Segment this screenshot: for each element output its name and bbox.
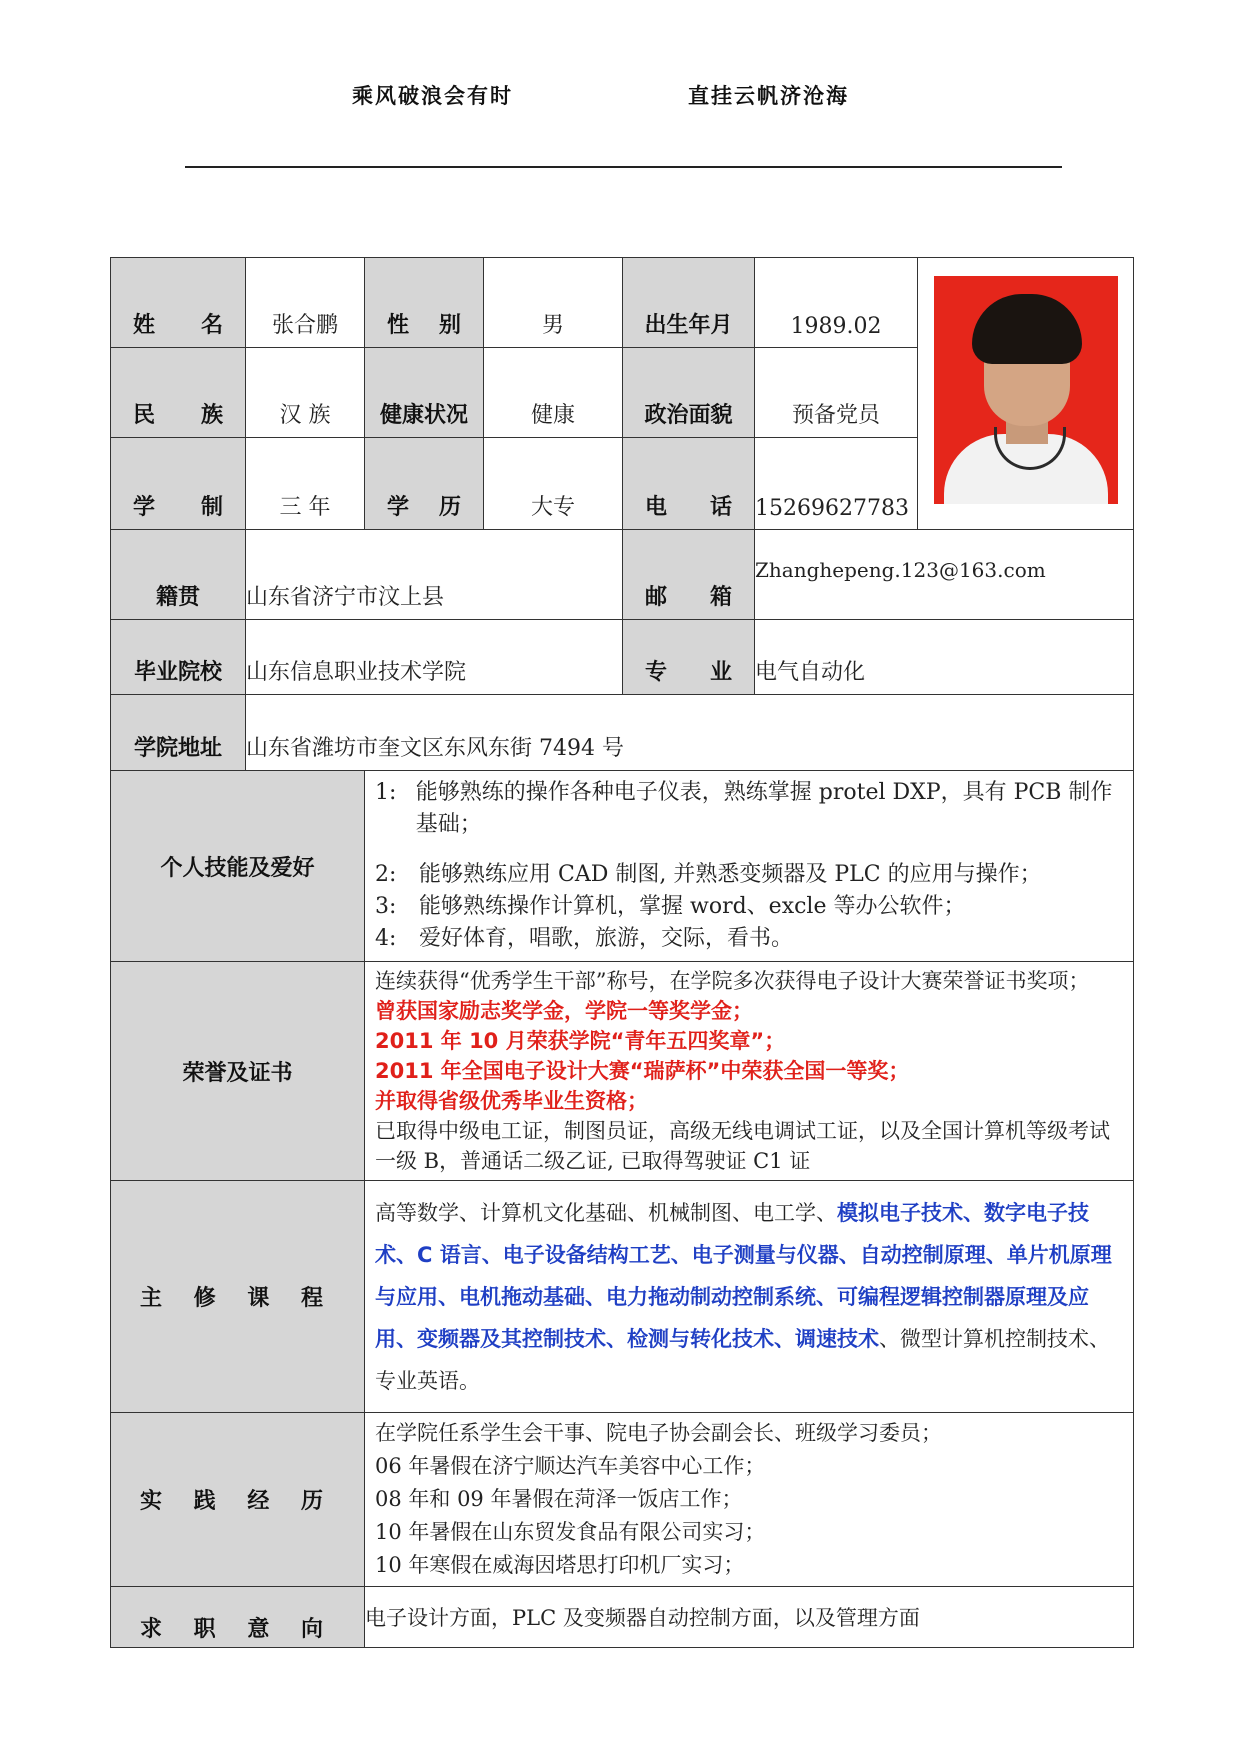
name-value: 张合鹏 — [246, 258, 365, 348]
education-label: 学 历 — [365, 438, 484, 530]
gender-value: 男 — [484, 258, 623, 348]
honor-line: 连续获得“优秀学生干部”称号，在学院多次获得电子设计大赛荣誉证书奖项； — [375, 969, 1090, 993]
phone-label: 电 话 — [623, 438, 755, 530]
honor-highlight: 2011 年全国电子设计大赛“瑞萨杯”中荣获全国一等奖； — [375, 1059, 910, 1083]
profile-photo — [934, 276, 1118, 504]
name-label: 姓 名 — [111, 258, 246, 348]
practice-item: 06 年暑假在济宁顺达汽车美容中心工作； — [375, 1454, 766, 1478]
education-value: 大专 — [484, 438, 623, 530]
ethnic-label: 民 族 — [111, 348, 246, 438]
courses-label: 主 修 课 程 — [111, 1181, 365, 1413]
skill-item: 2: 能够熟练应用 CAD 制图, 并熟悉变频器及 PLC 的应用与操作； — [375, 862, 1042, 887]
honors-content — [365, 962, 1134, 1181]
skills-label: 个人技能及爱好 — [111, 771, 365, 962]
address-label: 学院地址 — [111, 695, 246, 771]
motto-right: 直挂云帆济沧海 — [688, 84, 849, 108]
honor-highlight: 并取得省级优秀毕业生资格； — [375, 1089, 648, 1113]
practice-item: 08 年和 09 年暑假在菏泽一饭店工作； — [375, 1487, 743, 1511]
system-label: 学 制 — [111, 438, 246, 530]
skill-item: 3: 能够熟练操作计算机，掌握 word、excle 等办公软件； — [375, 894, 966, 919]
email-value: Zhanghepeng.123@163.com — [755, 530, 1134, 620]
system-value: 三 年 — [246, 438, 365, 530]
resume-table — [110, 257, 1134, 1648]
birth-value: 1989.02 — [755, 258, 918, 348]
intent-label: 求 职 意 向 — [111, 1587, 365, 1648]
school-label: 毕业院校 — [111, 620, 246, 695]
political-label: 政治面貌 — [623, 348, 755, 438]
political-value: 预备党员 — [755, 348, 918, 438]
phone-value: 15269627783 — [755, 438, 918, 530]
honors-label: 荣誉及证书 — [111, 962, 365, 1181]
intent-value: 电子设计方面，PLC 及变频器自动控制方面，以及管理方面 — [365, 1587, 1134, 1648]
honor-highlight: 2011 年 10 月荣获学院“青年五四奖章”； — [375, 1029, 786, 1053]
practice-label: 实 践 经 历 — [111, 1413, 365, 1587]
header-divider — [185, 166, 1062, 168]
major-value: 电气自动化 — [755, 620, 1134, 695]
motto-left: 乘风破浪会有时 — [352, 84, 513, 108]
health-label: 健康状况 — [365, 348, 484, 438]
photo-cell — [918, 258, 1134, 530]
skills-list — [365, 771, 1134, 962]
birth-label: 出生年月 — [623, 258, 755, 348]
ethnic-value: 汉 族 — [246, 348, 365, 438]
honor-line: 已取得中级电工证，制图员证，高级无线电调试工证，以及全国计算机等级考试一级 B，普通话二级乙证, 已取得驾驶证 C1 证 — [375, 1119, 1110, 1173]
practice-item: 在学院任系学生会干事、院电子协会副会长、班级学习委员； — [375, 1421, 942, 1445]
skill-item: 4: 爱好体育，唱歌，旅游，交际，看书。 — [375, 926, 794, 951]
email-label: 邮 箱 — [623, 530, 755, 620]
school-value: 山东信息职业技术学院 — [246, 620, 623, 695]
practice-item: 10 年暑假在山东贸发食品有限公司实习； — [375, 1520, 766, 1544]
native-label: 籍贯 — [111, 530, 246, 620]
native-value: 山东省济宁市汶上县 — [246, 530, 623, 620]
major-label: 专 业 — [623, 620, 755, 695]
courses-plain: 、微型计算机控制技术、专业英语。 — [375, 1326, 1110, 1393]
skill-item: 1: 能够熟练的操作各种电子仪表，熟练掌握 protel DXP，具有 PCB 制作基础； — [375, 780, 1113, 837]
gender-label: 性 别 — [365, 258, 484, 348]
practice-item: 10 年寒假在威海因塔思打印机厂实习； — [375, 1553, 745, 1577]
practice-content — [365, 1413, 1134, 1587]
courses-content — [365, 1181, 1134, 1413]
courses-plain: 高等数学、计算机文化基础、机械制图、电工学、 — [375, 1200, 837, 1225]
honor-highlight: 曾获国家励志奖学金，学院一等奖学金； — [375, 999, 753, 1023]
courses-highlight: 模拟电子技术、数字电子技术、C 语言、电子设备结构工艺、电子测量与仪器、自动控制原理、单片机原理与应用、电机拖动基础、电力拖动制动控制系统、可编程逻辑控制器原理及应用、变频器及其控制技术、检测与转化技术、调速技术 — [375, 1200, 1112, 1351]
health-value: 健康 — [484, 348, 623, 438]
address-value: 山东省潍坊市奎文区东风东街 7494 号 — [246, 695, 1134, 771]
